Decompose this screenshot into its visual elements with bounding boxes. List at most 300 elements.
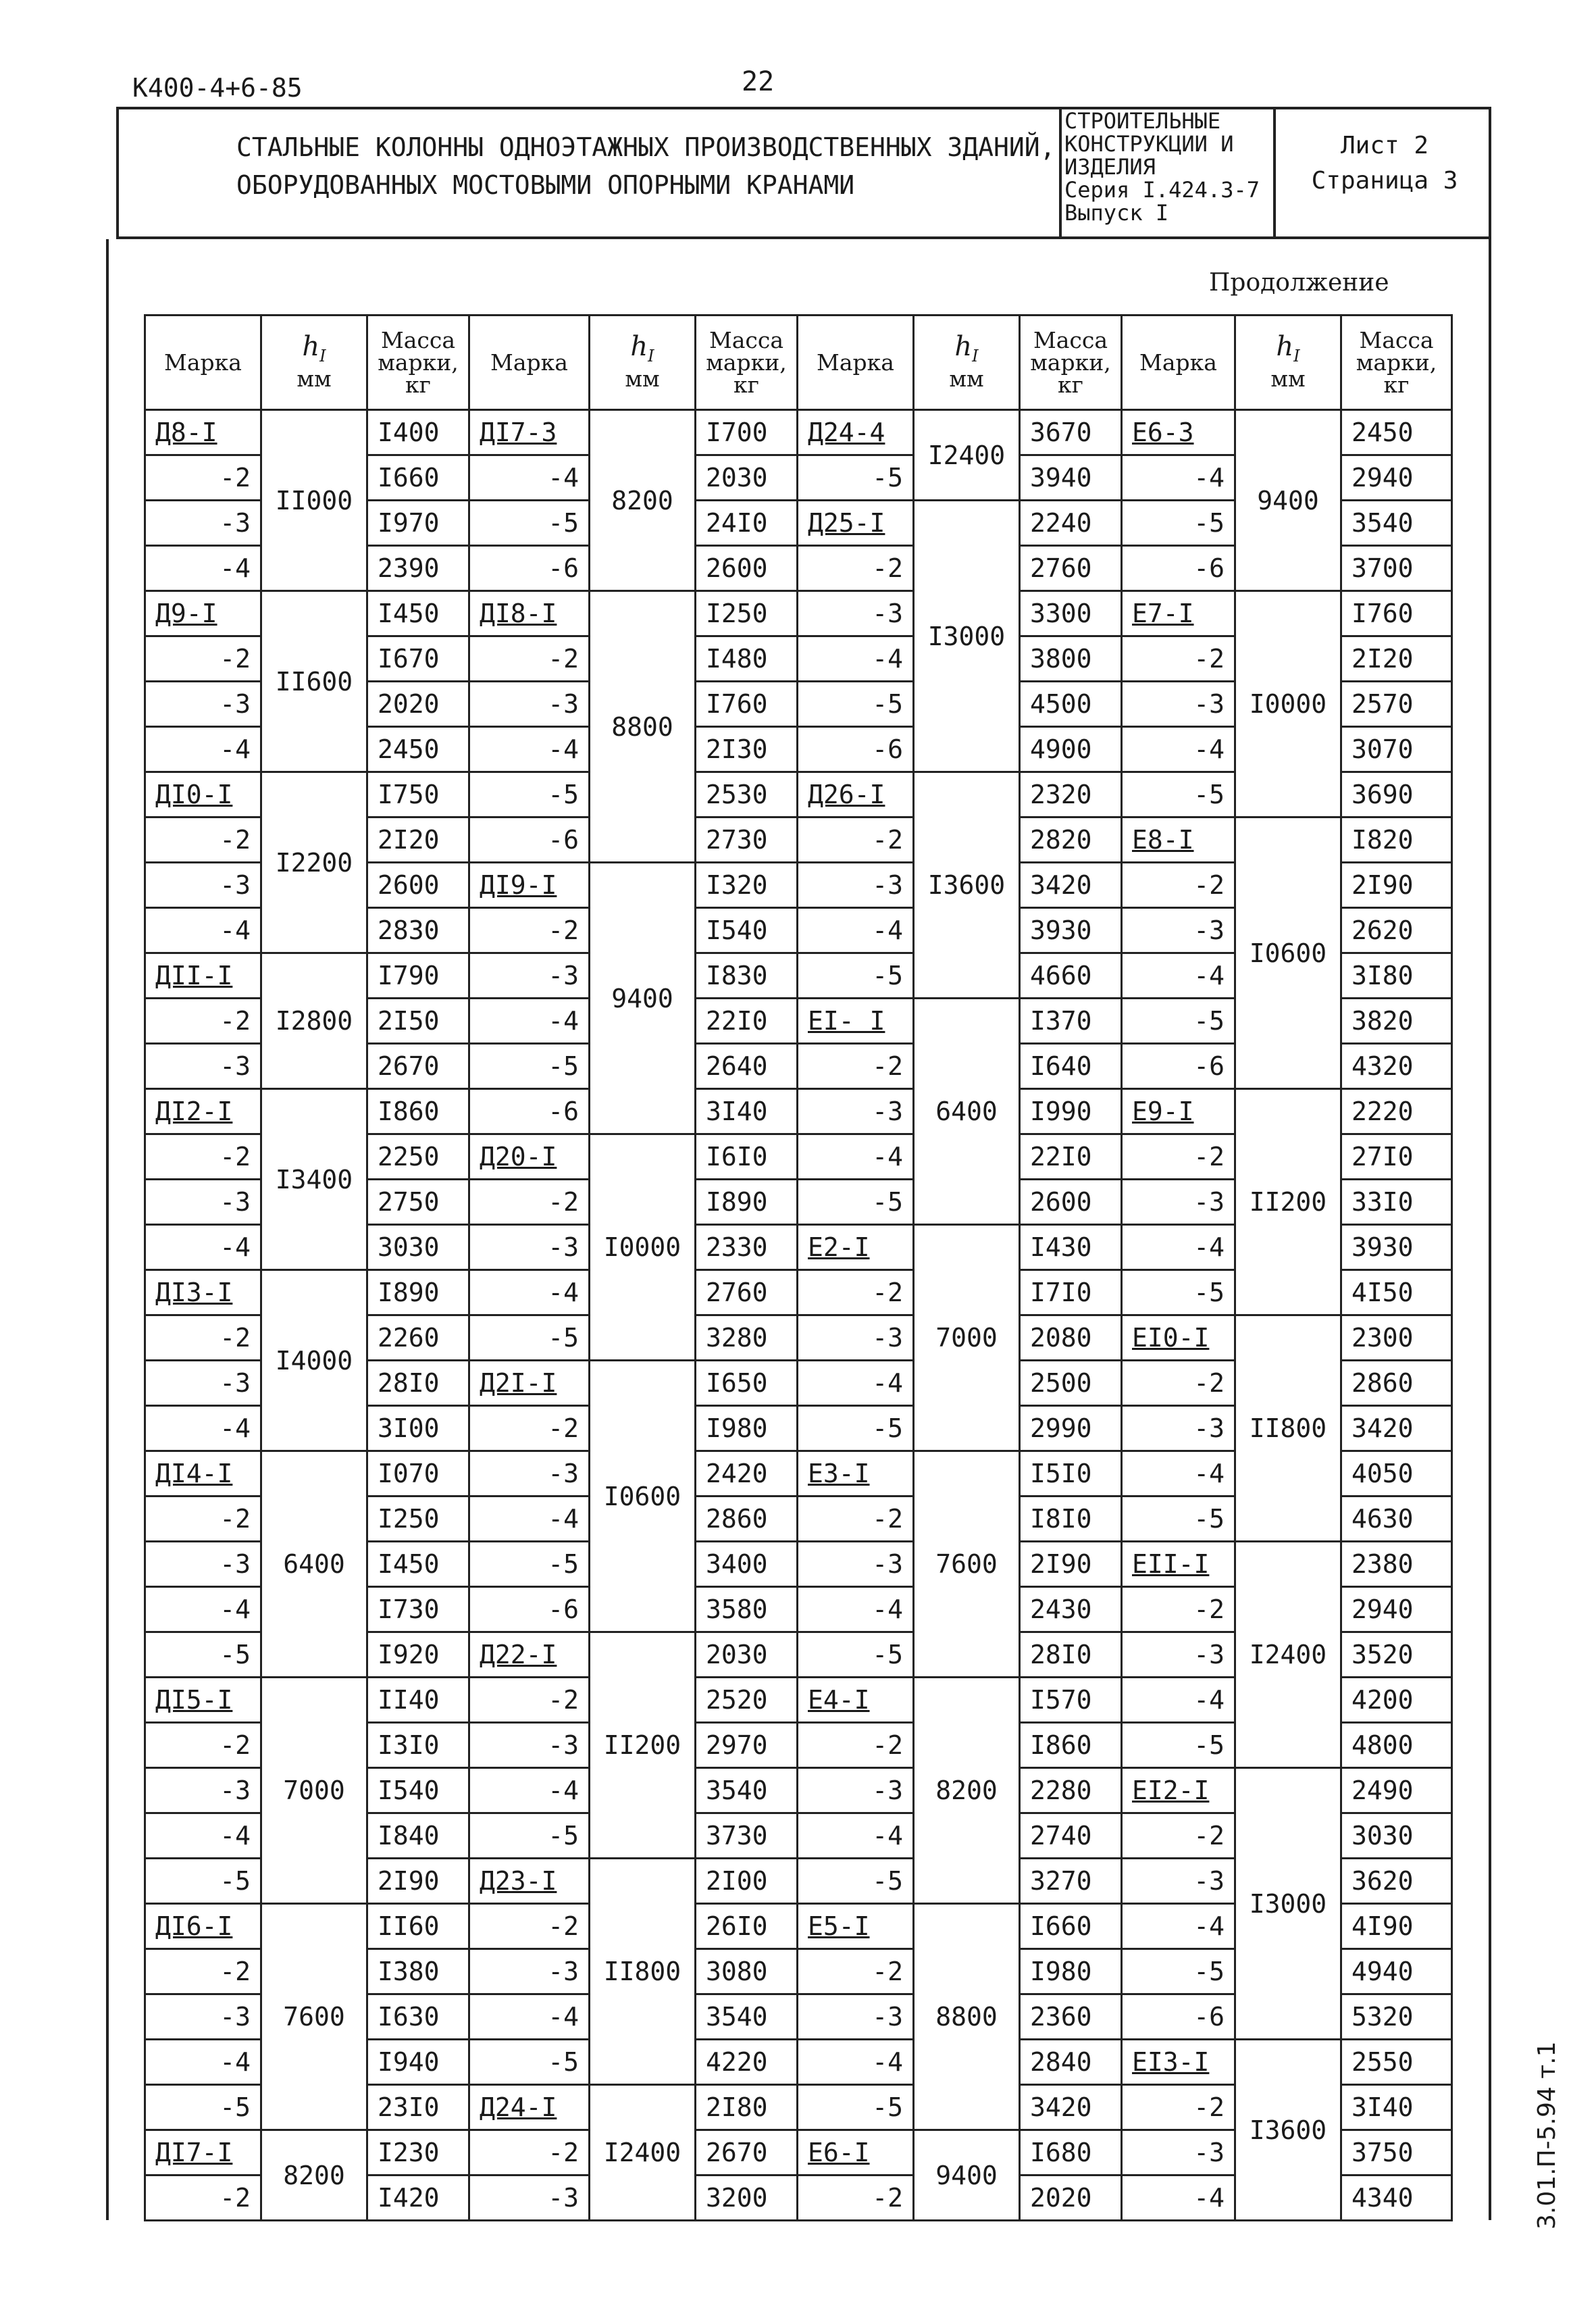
cell-height: II000 <box>261 410 367 591</box>
cell-mass: 2500 <box>1020 1361 1122 1406</box>
cell-mark: ЕI- I <box>798 999 914 1044</box>
cell-mark: ЕI0-I <box>1122 1315 1235 1361</box>
cell-mass: 3I40 <box>1341 2085 1452 2130</box>
cell-height: II200 <box>590 1632 696 1859</box>
cell-mass: I830 <box>696 953 798 999</box>
cell-mass: 3690 <box>1341 772 1452 818</box>
cell-mark: -3 <box>469 1451 590 1496</box>
cell-mass: 2760 <box>1020 546 1122 591</box>
cell-mass: 2490 <box>1341 1768 1452 1813</box>
cell-mass: 2I90 <box>1341 863 1452 908</box>
cell-mark: -5 <box>469 2040 590 2085</box>
cell-mass: 2300 <box>1341 1315 1452 1361</box>
cell-mass: I670 <box>367 636 469 682</box>
header-height-symbol: $h_I$ <box>1276 330 1300 366</box>
document-title-line-2: ОБОРУДОВАННЫХ МОСТОВЫМИ ОПОРНЫМИ КРАНАМИ <box>236 170 855 200</box>
cell-mark: -3 <box>469 1723 590 1768</box>
cell-mark: -2 <box>145 1723 261 1768</box>
cell-height: 8200 <box>914 1678 1020 1904</box>
header-height-symbol: $h_I$ <box>630 330 654 366</box>
cell-mark: -2 <box>469 636 590 682</box>
cell-mark: ДI5-I <box>145 1678 261 1723</box>
cell-mark: -4 <box>798 636 914 682</box>
cell-mass: 2260 <box>367 1315 469 1361</box>
cell-mass: I7I0 <box>1020 1270 1122 1315</box>
cell-mass: 3580 <box>696 1587 798 1632</box>
cell-mass: 2840 <box>1020 2040 1122 2085</box>
cell-mark: -6 <box>469 1587 590 1632</box>
cell-height: I2200 <box>261 772 367 953</box>
cell-mark: -3 <box>798 591 914 636</box>
header-height-unit: мм <box>949 365 984 392</box>
cell-mark: -2 <box>798 1496 914 1542</box>
cell-height: I0600 <box>1235 818 1341 1089</box>
header-mark: Марка <box>798 316 914 410</box>
cell-mass: 2600 <box>696 546 798 591</box>
cell-mark: -3 <box>469 953 590 999</box>
cell-mass: 3420 <box>1341 1406 1452 1451</box>
cell-mass: 2080 <box>1020 1315 1122 1361</box>
cell-mark: -4 <box>798 1813 914 1859</box>
cell-mass: I450 <box>367 1542 469 1587</box>
header-mass-line: Масса <box>709 327 784 353</box>
cell-mass: I980 <box>1020 1949 1122 1994</box>
cell-mark: -4 <box>1122 953 1235 999</box>
cell-mass: I3I0 <box>367 1723 469 1768</box>
cell-mass: I6I0 <box>696 1134 798 1180</box>
cell-mass: 2280 <box>1020 1768 1122 1813</box>
document-title-line-1: СТАЛЬНЫЕ КОЛОННЫ ОДНОЭТАЖНЫХ ПРОИЗВОДСТВЕННЫХ ЗДАНИЙ, <box>236 132 1056 162</box>
cell-mark: -4 <box>469 1994 590 2040</box>
cell-mark: Д25-I <box>798 501 914 546</box>
cell-mark: ДI3-I <box>145 1270 261 1315</box>
cell-height: II600 <box>261 591 367 772</box>
cell-mass: 2020 <box>1020 2175 1122 2221</box>
cell-mass: 2450 <box>367 727 469 772</box>
cell-mark: -3 <box>798 1089 914 1134</box>
cell-mark: Д24-I <box>469 2085 590 2130</box>
cell-height: II800 <box>590 1859 696 2085</box>
cell-mark: -2 <box>145 1496 261 1542</box>
cell-mark: -5 <box>1122 1496 1235 1542</box>
cell-mark: Е7-I <box>1122 591 1235 636</box>
cell-mass: I5I0 <box>1020 1451 1122 1496</box>
cell-mark: -4 <box>1122 727 1235 772</box>
cell-mass: II60 <box>367 1904 469 1949</box>
cell-mark: -2 <box>469 1406 590 1451</box>
cell-mark: -3 <box>1122 2130 1235 2175</box>
cell-mass: 2860 <box>1341 1361 1452 1406</box>
cell-height: I3000 <box>914 501 1020 772</box>
cell-mass: 2I00 <box>696 1859 798 1904</box>
cell-mark: -3 <box>145 1542 261 1587</box>
cell-mass: 3I80 <box>1341 953 1452 999</box>
cell-mark: -5 <box>469 1813 590 1859</box>
cell-mark: -6 <box>469 546 590 591</box>
cell-mark: Е6-I <box>798 2130 914 2175</box>
cell-mark: -2 <box>798 1044 914 1089</box>
cell-mark: -4 <box>798 1134 914 1180</box>
cell-mass: 3520 <box>1341 1632 1452 1678</box>
header-mark: Марка <box>1122 316 1235 410</box>
cell-mark: Д9-I <box>145 591 261 636</box>
cell-height: I2800 <box>261 953 367 1089</box>
cell-mass: I730 <box>367 1587 469 1632</box>
cell-mass: 2670 <box>367 1044 469 1089</box>
cell-mass: I980 <box>696 1406 798 1451</box>
header-mark: Марка <box>469 316 590 410</box>
cell-mark: -4 <box>145 908 261 953</box>
cell-height: I0000 <box>1235 591 1341 818</box>
document-code: К400-4+6-85 <box>132 73 303 103</box>
cell-mark: -2 <box>1122 1813 1235 1859</box>
header-height-subscript: I <box>319 346 326 366</box>
cell-mass: 2670 <box>696 2130 798 2175</box>
sheet-info <box>1283 128 1486 199</box>
cell-mass: 5320 <box>1341 1994 1452 2040</box>
cell-mass: I660 <box>1020 1904 1122 1949</box>
series-line: КОНСТРУКЦИИ И <box>1064 131 1234 157</box>
cell-mass: 4660 <box>1020 953 1122 999</box>
cell-mass: 2420 <box>696 1451 798 1496</box>
cell-mass: 2020 <box>367 682 469 727</box>
cell-mark: -5 <box>1122 999 1235 1044</box>
cell-mark: -3 <box>145 1361 261 1406</box>
cell-mass: I540 <box>696 908 798 953</box>
cell-mark: -3 <box>1122 1632 1235 1678</box>
cell-mass: I920 <box>367 1632 469 1678</box>
cell-mark: Е4-I <box>798 1678 914 1723</box>
cell-mass: I540 <box>367 1768 469 1813</box>
cell-mass: 2750 <box>367 1180 469 1225</box>
cell-mass: 3940 <box>1020 455 1122 501</box>
cell-mass: 3930 <box>1341 1225 1452 1270</box>
cell-mass: 2940 <box>1341 455 1452 501</box>
cell-mass: 2220 <box>1341 1089 1452 1134</box>
cell-mass: I640 <box>1020 1044 1122 1089</box>
cell-height: 9400 <box>590 863 696 1134</box>
cell-mass: 3750 <box>1341 2130 1452 2175</box>
cell-mark: -5 <box>798 953 914 999</box>
header-mass-line: Масса <box>380 327 456 353</box>
cell-mass: 2820 <box>1020 818 1122 863</box>
cell-height: I0600 <box>590 1361 696 1632</box>
cell-height: I3000 <box>1235 1768 1341 2040</box>
cell-mass: 3620 <box>1341 1859 1452 1904</box>
cell-mass: I860 <box>1020 1723 1122 1768</box>
cell-mass: 4900 <box>1020 727 1122 772</box>
cell-mass: II40 <box>367 1678 469 1723</box>
cell-mark: -5 <box>1122 501 1235 546</box>
header-height <box>1235 316 1341 410</box>
cell-mass: 2320 <box>1020 772 1122 818</box>
header-mass-line: Масса <box>1359 327 1434 353</box>
header-mass-line: Масса <box>1033 327 1108 353</box>
cell-mass: 2550 <box>1341 2040 1452 2085</box>
cell-mass: 3030 <box>367 1225 469 1270</box>
cell-mass: 4500 <box>1020 682 1122 727</box>
cell-mass: I8I0 <box>1020 1496 1122 1542</box>
cell-mark: ДI6-I <box>145 1904 261 1949</box>
cell-mark: -2 <box>469 1678 590 1723</box>
cell-mass: I680 <box>1020 2130 1122 2175</box>
cell-mass: I320 <box>696 863 798 908</box>
cell-mark: -5 <box>798 1406 914 1451</box>
cell-mark: ДI7-I <box>145 2130 261 2175</box>
cell-mark: -5 <box>145 1859 261 1904</box>
cell-mass: 2030 <box>696 455 798 501</box>
cell-mark: -2 <box>1122 1361 1235 1406</box>
cell-height: 7600 <box>914 1451 1020 1678</box>
cell-mark: -4 <box>798 2040 914 2085</box>
cell-mass: I760 <box>1341 591 1452 636</box>
cell-mass: 2430 <box>1020 1587 1122 1632</box>
cell-mass: 3070 <box>1341 727 1452 772</box>
cell-mass: 2740 <box>1020 1813 1122 1859</box>
header-height-unit: мм <box>1270 365 1306 392</box>
cell-mark: -4 <box>1122 455 1235 501</box>
cell-mark: -4 <box>145 1225 261 1270</box>
document-title <box>236 128 1056 204</box>
cell-mass: 2730 <box>696 818 798 863</box>
cell-mark: -4 <box>469 455 590 501</box>
cell-mark: -5 <box>798 1632 914 1678</box>
cell-height: 6400 <box>914 999 1020 1225</box>
cell-mark: -2 <box>798 546 914 591</box>
cell-mass: 2240 <box>1020 501 1122 546</box>
cell-height: 8800 <box>914 1904 1020 2130</box>
cell-mark: -2 <box>145 636 261 682</box>
cell-mass: 3I00 <box>367 1406 469 1451</box>
cell-mass: 3800 <box>1020 636 1122 682</box>
cell-mark: -3 <box>1122 1859 1235 1904</box>
cell-mass: I750 <box>367 772 469 818</box>
cell-mark: -4 <box>469 1768 590 1813</box>
cell-mass: 28I0 <box>367 1361 469 1406</box>
cell-mark: Д23-I <box>469 1859 590 1904</box>
header-height-symbol: $h_I$ <box>302 330 326 366</box>
cell-mass: 22I0 <box>696 999 798 1044</box>
cell-mark: -3 <box>1122 1180 1235 1225</box>
cell-mark: -4 <box>469 999 590 1044</box>
side-code: 3.01.П-5.94 т.1 <box>1533 2041 1561 2230</box>
cell-mark: Д26-I <box>798 772 914 818</box>
cell-mass: 3080 <box>696 1949 798 1994</box>
cell-mark: ДI2-I <box>145 1089 261 1134</box>
sheet-number: Лист 2 <box>1340 132 1429 159</box>
cell-height: 9400 <box>914 2130 1020 2221</box>
cell-mark: -5 <box>145 2085 261 2130</box>
cell-mark: -2 <box>469 908 590 953</box>
cell-mass: 2390 <box>367 546 469 591</box>
cell-height: II200 <box>1235 1089 1341 1315</box>
cell-mass: 4340 <box>1341 2175 1452 2221</box>
cell-mass: I570 <box>1020 1678 1122 1723</box>
cell-mark: -3 <box>798 1768 914 1813</box>
cell-mark: -6 <box>469 1089 590 1134</box>
header-mass-line: кг <box>1058 372 1083 398</box>
cell-mark: -4 <box>145 1406 261 1451</box>
cell-mass: I840 <box>367 1813 469 1859</box>
cell-mass: 26I0 <box>696 1904 798 1949</box>
cell-mass: I400 <box>367 410 469 455</box>
series-line: Выпуск I <box>1064 200 1169 226</box>
cell-mass: 3930 <box>1020 908 1122 953</box>
cell-mark: -3 <box>798 1994 914 2040</box>
cell-mass: 3700 <box>1341 546 1452 591</box>
cell-mass: 22I0 <box>1020 1134 1122 1180</box>
cell-mark: -4 <box>1122 1678 1235 1723</box>
cell-mark: -2 <box>798 1949 914 1994</box>
cell-mark: -4 <box>469 727 590 772</box>
header-height-subscript: I <box>972 346 979 366</box>
cell-mass: 2I20 <box>367 818 469 863</box>
cell-mass: 2I90 <box>367 1859 469 1904</box>
cell-mark: -3 <box>145 1994 261 2040</box>
cell-mass: 2520 <box>696 1678 798 1723</box>
cell-mark: -3 <box>469 2175 590 2221</box>
cell-mass: 3420 <box>1020 863 1122 908</box>
cell-mark: ДI8-I <box>469 591 590 636</box>
cell-mark: -5 <box>798 455 914 501</box>
cell-mark: Е5-I <box>798 1904 914 1949</box>
cell-mark: -2 <box>469 1180 590 1225</box>
header-height <box>590 316 696 410</box>
cell-mark: -2 <box>469 1904 590 1949</box>
cell-mark: -5 <box>469 1542 590 1587</box>
cell-mass: I250 <box>696 591 798 636</box>
cell-mark: Д24-4 <box>798 410 914 455</box>
cell-height: 6400 <box>261 1451 367 1678</box>
cell-mass: I660 <box>367 455 469 501</box>
cell-mark: -5 <box>469 501 590 546</box>
header-mass-line: марки, <box>1356 349 1437 376</box>
cell-mass: 2360 <box>1020 1994 1122 2040</box>
cell-mass: 2830 <box>367 908 469 953</box>
cell-mass: I480 <box>696 636 798 682</box>
cell-mark: -5 <box>1122 1270 1235 1315</box>
cell-mark: -3 <box>469 1225 590 1270</box>
cell-mark: -3 <box>145 501 261 546</box>
cell-mark: Е2-I <box>798 1225 914 1270</box>
cell-mark: -3 <box>798 1542 914 1587</box>
cell-mark: -4 <box>1122 2175 1235 2221</box>
cell-mark: -3 <box>469 682 590 727</box>
cell-mass: 2330 <box>696 1225 798 1270</box>
cell-mass: 3540 <box>696 1994 798 2040</box>
cell-mark: -2 <box>145 999 261 1044</box>
cell-mass: I380 <box>367 1949 469 1994</box>
cell-mass: 3540 <box>696 1768 798 1813</box>
cell-mark: -6 <box>1122 1994 1235 2040</box>
page-label: Страница 3 <box>1311 167 1458 195</box>
header-height-subscript: I <box>648 346 654 366</box>
cell-mark: -4 <box>798 1361 914 1406</box>
cell-mark: -4 <box>798 908 914 953</box>
cell-mark: -2 <box>1122 2085 1235 2130</box>
cell-mass: I890 <box>696 1180 798 1225</box>
cell-mass: 3280 <box>696 1315 798 1361</box>
header-mass-line: кг <box>733 372 759 398</box>
cell-mark: -3 <box>1122 908 1235 953</box>
cell-mark: Д8-I <box>145 410 261 455</box>
cell-mark: -4 <box>145 727 261 772</box>
cell-mark: -4 <box>145 2040 261 2085</box>
cell-mass: 3420 <box>1020 2085 1122 2130</box>
cell-mark: -5 <box>798 682 914 727</box>
header-mass <box>696 316 798 410</box>
cell-mass: I940 <box>367 2040 469 2085</box>
cell-mass: 3540 <box>1341 501 1452 546</box>
cell-mark: -5 <box>469 772 590 818</box>
table-row <box>145 591 1452 636</box>
cell-mark: ЕI2-I <box>1122 1768 1235 1813</box>
cell-mass: 2600 <box>1020 1180 1122 1225</box>
cell-mass: I700 <box>696 410 798 455</box>
cell-mark: -4 <box>1122 1451 1235 1496</box>
cell-mark: -4 <box>469 1270 590 1315</box>
cell-mark: ДI4-I <box>145 1451 261 1496</box>
cell-height: 7600 <box>261 1904 367 2130</box>
cell-mass: 2860 <box>696 1496 798 1542</box>
header-height-subscript: I <box>1293 346 1300 366</box>
continued-label: Продолжение <box>1209 269 1389 297</box>
cell-mark: -3 <box>1122 682 1235 727</box>
cell-mass: 24I0 <box>696 501 798 546</box>
cell-mass: 4200 <box>1341 1678 1452 1723</box>
cell-mass: I760 <box>696 682 798 727</box>
cell-mark: -6 <box>1122 1044 1235 1089</box>
cell-mass: I430 <box>1020 1225 1122 1270</box>
cell-mass: 2450 <box>1341 410 1452 455</box>
cell-mass: 3030 <box>1341 1813 1452 1859</box>
cell-mass: 2970 <box>696 1723 798 1768</box>
cell-mark: ДI9-I <box>469 863 590 908</box>
cell-mass: 3670 <box>1020 410 1122 455</box>
header-mass-line: марки, <box>378 349 459 376</box>
cell-height: I0000 <box>590 1134 696 1361</box>
cell-mark: Е3-I <box>798 1451 914 1496</box>
cell-mass: 2380 <box>1341 1542 1452 1587</box>
cell-mass: 3270 <box>1020 1859 1122 1904</box>
cell-mass: 2990 <box>1020 1406 1122 1451</box>
cell-mass: 3730 <box>696 1813 798 1859</box>
cell-height: 8200 <box>590 410 696 591</box>
title-block-divider <box>1273 107 1276 239</box>
cell-mass: 4050 <box>1341 1451 1452 1496</box>
cell-mark: -3 <box>798 863 914 908</box>
cell-mark: -2 <box>145 1949 261 1994</box>
cell-mark: ЕII-I <box>1122 1542 1235 1587</box>
cell-mass: I990 <box>1020 1089 1122 1134</box>
cell-mark: -2 <box>469 2130 590 2175</box>
cell-mass: 4940 <box>1341 1949 1452 1994</box>
cell-mass: I790 <box>367 953 469 999</box>
header-height <box>261 316 367 410</box>
column-mass-table <box>144 314 1453 2221</box>
cell-mark: -5 <box>798 1180 914 1225</box>
cell-mark: -5 <box>1122 1723 1235 1768</box>
cell-mass: 4630 <box>1341 1496 1452 1542</box>
cell-mark: Е6-3 <box>1122 410 1235 455</box>
cell-height: 9400 <box>1235 410 1341 591</box>
cell-mass: I860 <box>367 1089 469 1134</box>
cell-mass: 27I0 <box>1341 1134 1452 1180</box>
cell-mark: -5 <box>798 1859 914 1904</box>
cell-mass: 2570 <box>1341 682 1452 727</box>
header-mass-line: кг <box>1383 372 1410 398</box>
cell-mark: -4 <box>145 546 261 591</box>
